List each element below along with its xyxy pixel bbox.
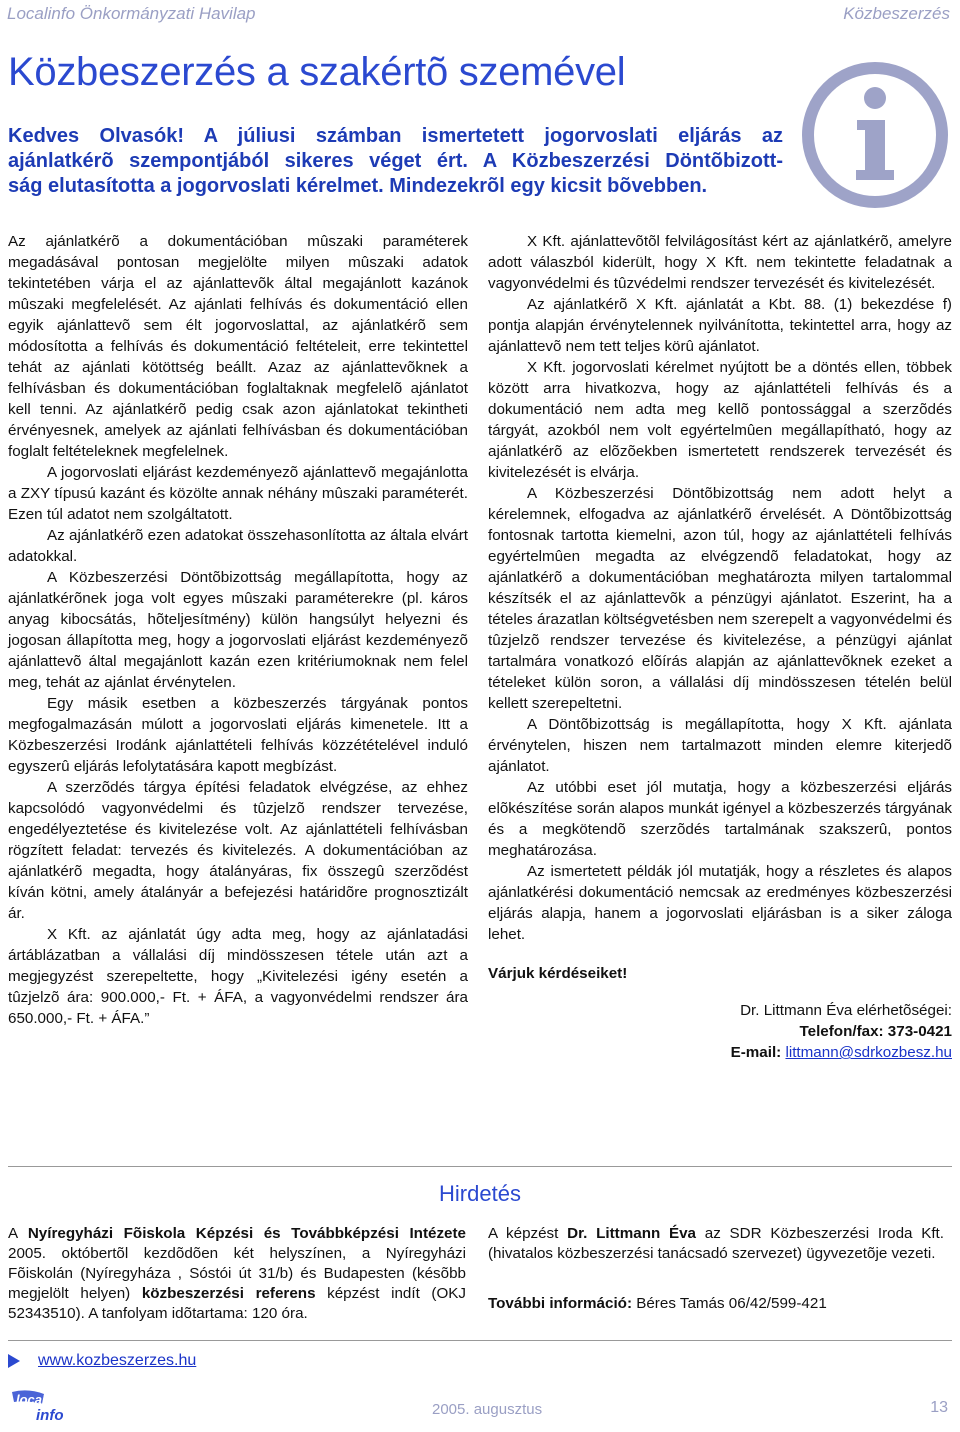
paragraph: Az ajánlatkérõ X Kft. ajánlatát a Kbt. 88. (1) bekezdése f) pontja alapján érvénytelennek nyilvánította, tekintettel arra, hogy az ajánlattevõ nem tett teljes körû ajánlatot. xyxy=(488,296,952,355)
email-link[interactable]: littmann@sdrkozbesz.hu xyxy=(785,1044,952,1061)
article-title: Közbeszerzés a szakértõ szemével xyxy=(8,50,626,94)
lead-line-2: ajánlatkérõ szempontjából sikeres véget ért. A Közbeszerzési Döntõbizott- xyxy=(8,150,783,172)
paragraph: A szerzõdés tárgya építési feladatok elvégzése, az ehhez kapcsolódó vagyonvédelmi és tûzjelzõ rendszer tervezése, engedélyeztetése és kivitelezése volt. Az ajánlattételi felhívásban rögzített feladat: tervezés és kivitelezés. A dokumentációban az ajánlatkérõ megadta, hogy átalányáras, fix összegû szerzõdést kíván kötni, amely átalányár a befejezési határidõre prognosztizált ár. xyxy=(8,779,468,922)
article-column-2 xyxy=(488,231,952,1063)
paragraph: Az ajánlatkérõ a dokumentációban mûszaki paraméterek megadásával pontosan megjelölte milyen mûszaki adatok tekintetében várja el az ajánlattevõk által megajánlott kazánok mûszaki megfelelését. Az ajánlati felhívás és dokumentáció ellen egyik ajánlattevõ sem élt jogorvoslattal, az ajánlatkérõ sem módosította a felhívás és dokumentáció feltételeit, erre tekintettel tehát az ajánlati kötöttség beállt. Azaz az ajánlattevõknek a felhívásban és dokumentációban foglaltaknak megfelelõ ajánlatot kell tenni. Az ajánlatkérõ pedig csak azon ajánlatokat tekintheti érvényesnek, amelyek az ajánlati felhívásban és dokumentációban foglalt feltételeknek megfelelnek. xyxy=(8,233,468,460)
paragraph: A Közbeszerzési Döntõbizottság megállapította, hogy az ajánlatkérõnek joga volt egyes mûszaki paraméterekre (pl. káros anyag kibocsátás, hõteljesítmény) külön hangsúlyt helyezni és jogosan állapította meg, hogy a jogorvoslati eljárást kezdeményezõ ajánlattevõ által megajánlott kazán ezen kritériumoknak nem felel meg, tehát az ajánlat érvénytelen. xyxy=(8,569,468,691)
ad-right-text xyxy=(488,1224,944,1314)
email-label: E-mail: xyxy=(730,1044,786,1061)
paragraph: Egy másik esetben a közbeszerzés tárgyának pontos megfogalmazásán múlott a jogorvoslati eljárás kimenetele. Itt a Közbeszerzési Irodánk ajánlattételi felhívás közzétételével induló egyszerû eljárás lefolytatására kapott megbízást. xyxy=(8,695,468,775)
ad-text: az SDR Közbeszerzési Iroda Kft. (hivatalos közbeszerzési tanácsadó szervezet) ügyvezetõje vezeti. xyxy=(488,1225,945,1262)
ad-heading: Hirdetés xyxy=(439,1181,521,1206)
ad-text: A képzést xyxy=(488,1225,568,1242)
ad-left-text xyxy=(8,1224,466,1324)
issue-date: 2005. augusztus xyxy=(432,1401,543,1418)
lead-line-1: Kedves Olvasók! A júliusi számban ismertetett jogorvoslati eljárás az xyxy=(8,125,783,147)
paragraph: Az ismertetett példák jól mutatják, hogy a részletes és alapos ajánlatkérési dokumentáció nemcsak az eredményes közbeszerzési eljárás alapja, hanem a jogorvoslati eljárásban is a siker záloga lehet. xyxy=(488,863,952,943)
website-link-row xyxy=(8,1352,196,1370)
more-info-contact: Béres Tamás 06/42/599-421 xyxy=(632,1295,827,1312)
paragraph: A Döntõbizottság is megállapította, hogy X Kft. ajánlata érvénytelen, hiszen nem tartalmazott minden elemre kiterjedõ ajánlatot. xyxy=(488,716,952,775)
ad-course-name: közbeszerzési referens xyxy=(141,1285,316,1302)
contact-heading: Dr. Littmann Éva elérhetõségei: xyxy=(740,1002,952,1019)
article-column-1 xyxy=(8,231,468,1029)
paragraph: A jogorvoslati eljárást kezdeményezõ ajánlattevõ megajánlotta a ZXY típusú kazánt és közölte annak néhány mûszaki paraméterét. Ezen túl adatot nem szolgáltatott. xyxy=(8,464,468,523)
divider xyxy=(8,1166,952,1167)
paragraph: X Kft. az ajánlatát úgy adta meg, hogy az ajánlatadási ártáblázatban a vállalási díj mindösszesen tétele után azt a megjegyzést szerepeltette, hogy „Kivitelezési igény esetén a tûzjelzõ ára: 900.000,- Ft. + ÁFA, a vagyonvédelmi rendszer ára 650.000,- Ft. + ÁFA.” xyxy=(8,926,468,1027)
logo-word-bottom: info xyxy=(36,1407,64,1424)
website-link[interactable]: www.kozbeszerzes.hu xyxy=(38,1352,197,1369)
paragraph: A Közbeszerzési Döntõbizottság nem adott helyt a kérelemnek, elfogadva az ajánlatkérõ érvelését. A Döntõbizottság fontosnak tartotta kiemelni, azon túl, hogy az ajánlattételi felhívás egyértelmûen megadta az elvégzendõ feladatokat, hogy az ajánlatkérõ a dokumentációban meghatározta milyen tartalommal készítsék el az ajánlattevõk a pénzügyi ajánlatot. Eszerint, ha a tételes árazatlan költségvetésben nem szerepelt a vagyonvédelmi és tûzjelzõ rendszer tervezése és kivitelezése, a pénzügyi ajánlat tartalmára vonatkozó elõírás alapján az ajánlattevõknek ezeket a tételeket külön soron, a vállalási díj mindösszesen tételén belül kellett szerepeltetni. xyxy=(488,485,952,712)
paragraph: Az utóbbi eset jól mutatja, hogy a közbeszerzési eljárás elõkészítése során alapos munkát igényel a közbeszerzés tárgyának és a megkötendõ szerzõdés tartalmának szakszerû, pontos meghatározása. xyxy=(488,779,952,859)
localinfo-logo xyxy=(8,1388,98,1424)
paragraph: Az ajánlatkérõ ezen adatokat összehasonlította az általa elvárt adatokkal. xyxy=(8,527,468,565)
publication-name: Localinfo Önkormányzati Havilap xyxy=(7,4,256,23)
closing-greeting: Várjuk kérdéseiket! xyxy=(488,965,628,982)
info-icon xyxy=(800,60,950,210)
arrow-right-icon xyxy=(8,1354,20,1368)
ad-text: képzést indít (OKJ 52343510). A tanfolyam idõtartama: 120 óra. xyxy=(8,1285,466,1322)
page-number: 13 xyxy=(930,1399,948,1416)
logo-word-top: local xyxy=(16,1392,46,1407)
paragraph: X Kft. ajánlattevõtõl felvilágosítást kért az ajánlatkérõ, amelyre adott válaszból kiderült, hogy X Kft. nem tekintette feladatnak a vagyonvédelmi és tûzvédelmi rendszer tervezését és kivitelezését. xyxy=(488,233,952,292)
ad-org-name: Nyíregyházi Fõiskola Képzési és Továbbképzési Intézete xyxy=(27,1225,467,1242)
contact-email xyxy=(488,1042,952,1063)
ad-text: A xyxy=(8,1225,28,1242)
more-info-label: További információ: xyxy=(488,1295,633,1312)
contact-phone: Telefon/fax: 373-0421 xyxy=(799,1023,952,1040)
paragraph: X Kft. jogorvoslati kérelmet nyújtott be a döntés ellen, többek között arra hivatkozva, hogy az ajánlattételi felhívás és a dokumentáció nem adta meg kellõ pontossággal a szerzõdés tárgyát, azokból nem volt egyértelmûen megállapítható, hogy az ajánlatkérõ az elõzõekben ismertetett rendszerek tervezését és kivitelezését is elvárja. xyxy=(488,359,952,481)
divider xyxy=(8,1340,952,1341)
ad-instructor-name: Dr. Littmann Éva xyxy=(567,1225,697,1242)
ad-text: 2005. októbertõl kezdõdõen két helyszínen, a Nyíregyházi Fõiskolán (Nyíregyháza , Sóstói út 31/b) és Budapesten (késõbb megjelölt helyen) xyxy=(8,1245,466,1302)
article-lead xyxy=(8,124,783,199)
lead-line-3: ság elutasította a jogorvoslati kérelmet. Mindezekrõl egy kicsit bõvebben. xyxy=(8,175,708,197)
section-name: Közbeszerzés xyxy=(843,4,950,23)
